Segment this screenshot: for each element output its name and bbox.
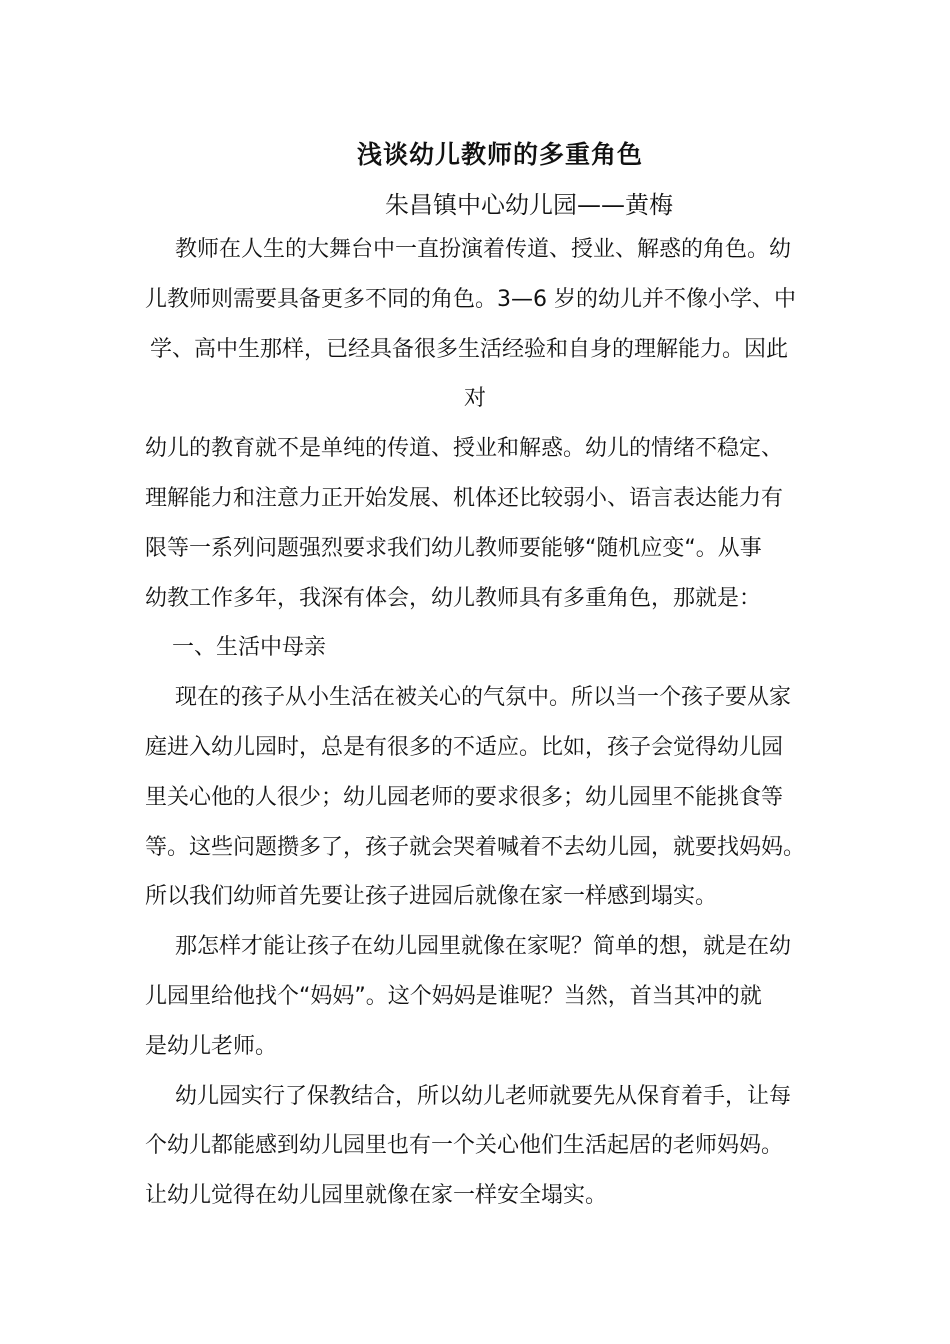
paragraph-line: 幼教工作多年，我深有体会，幼儿教师具有多重角色，那就是：	[145, 586, 762, 611]
paragraph-line: 让幼儿觉得在幼儿园里就像在家一样安全塌实。	[145, 1183, 608, 1208]
document-author: 朱昌镇中心幼儿园——黄梅	[385, 191, 673, 219]
paragraph-line: 幼儿的教育就不是单纯的传道、授业和解惑。幼儿的情绪不稳定、	[145, 436, 784, 461]
paragraph-line: 现在的孩子从小生活在被关心的气氛中。所以当一个孩子要从家	[175, 685, 792, 710]
paragraph-line: 教师在人生的大舞台中一直扮演着传道、授业、解惑的角色。幼	[175, 237, 792, 262]
paragraph-line: 理解能力和注意力正开始发展、机体还比较弱小、语言表达能力有	[145, 486, 784, 511]
document-title: 浅谈幼儿教师的多重角色	[356, 140, 643, 169]
paragraph-line: 限等一系列问题强烈要求我们幼儿教师要能够“随机应变“。从事	[145, 536, 762, 561]
section-heading: 一、生活中母亲	[172, 635, 327, 660]
paragraph-line: 所以我们幼师首先要让孩子进园后就像在家一样感到塌实。	[145, 884, 718, 909]
paragraph-line: 个幼儿都能感到幼儿园里也有一个关心他们生活起居的老师妈妈。	[145, 1133, 784, 1158]
paragraph-line: 学、高中生那样，已经具备很多生活经验和自身的理解能力。因此	[150, 337, 789, 362]
paragraph-line: 等。这些问题攒多了，孩子就会哭着喊着不去幼儿园，就要找妈妈。	[145, 835, 806, 860]
paragraph-line: 里关心他的人很少；幼儿园老师的要求很多；幼儿园里不能挑食等	[145, 785, 784, 810]
paragraph-line: 幼儿园实行了保教结合，所以幼儿老师就要先从保育着手，让每	[175, 1084, 792, 1109]
paragraph-line: 儿园里给他找个“妈妈”。这个妈妈是谁呢？当然，首当其冲的就	[145, 984, 762, 1009]
paragraph-line: 庭进入幼儿园时，总是有很多的不适应。比如，孩子会觉得幼儿园	[145, 735, 784, 760]
paragraph-line: 是幼儿老师。	[145, 1034, 278, 1059]
paragraph-line: 对	[463, 386, 486, 411]
paragraph-line: 儿教师则需要具备更多不同的角色。3—6 岁的幼儿并不像小学、中	[145, 287, 796, 312]
paragraph-line: 那怎样才能让孩子在幼儿园里就像在家呢？简单的想，就是在幼	[175, 934, 792, 959]
